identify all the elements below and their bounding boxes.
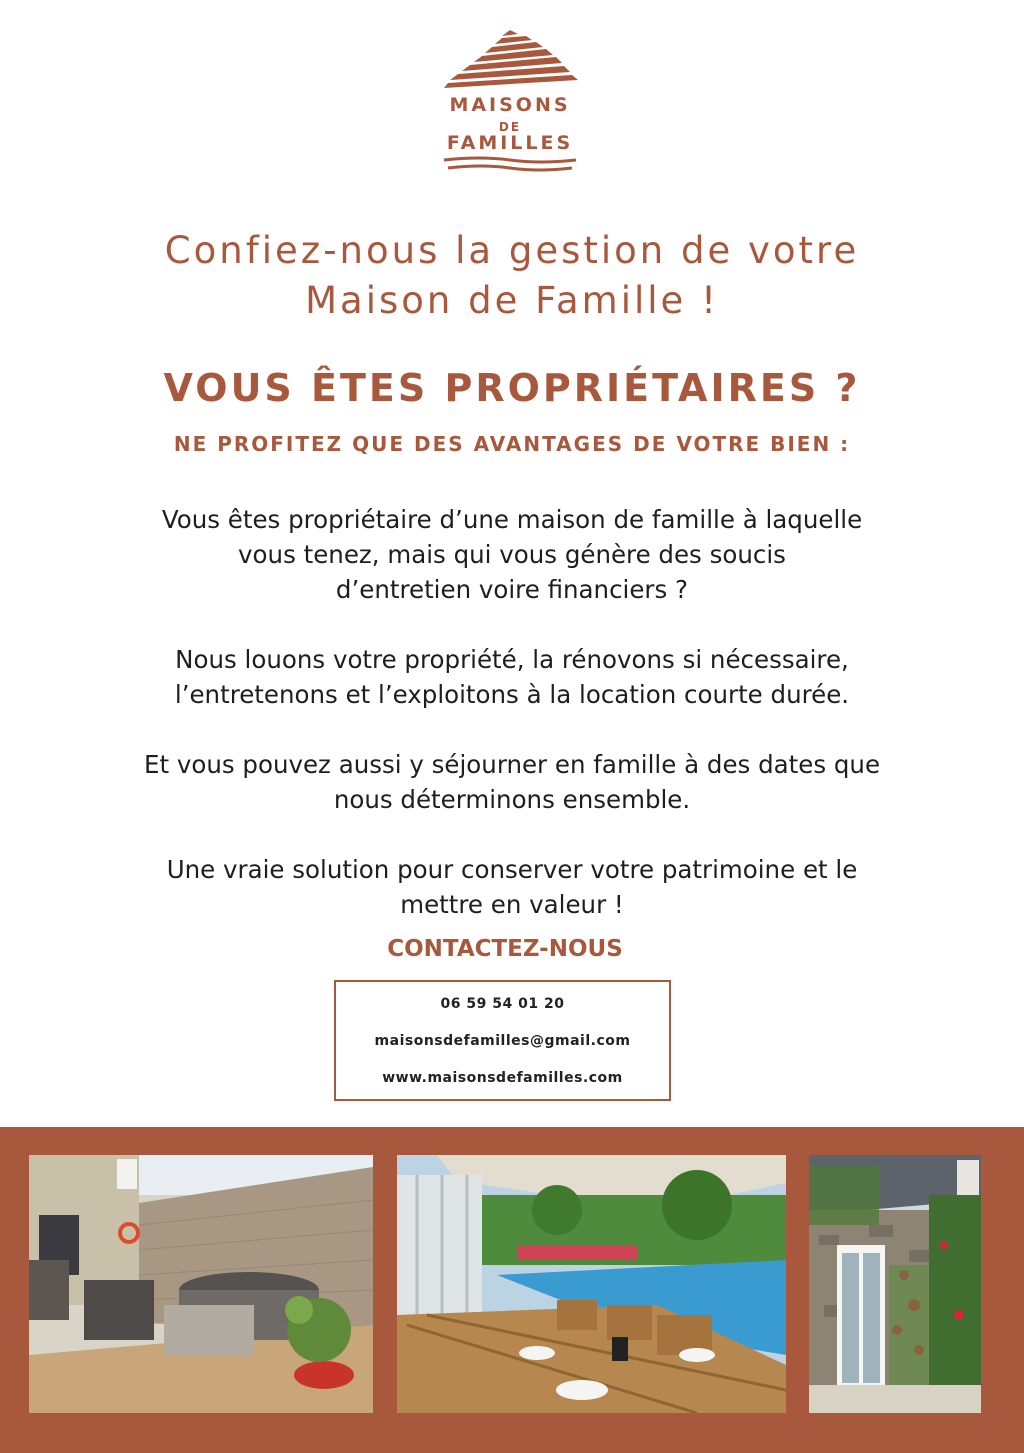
headline: VOUS ÊTES PROPRIÉTAIRES ? xyxy=(163,366,861,410)
contact-title: CONTACTEZ-NOUS xyxy=(387,936,623,962)
paragraph-line: mettre en valeur ! xyxy=(400,890,624,919)
contact-email[interactable]: maisonsdefamilles@gmail.com xyxy=(374,1033,631,1049)
logo-underline-waves xyxy=(440,156,580,176)
logo-text-line3: FAMILLES xyxy=(446,132,574,154)
paragraph-solution xyxy=(40,852,984,922)
logo-text-line1: MAISONS xyxy=(449,94,571,116)
tagline-line2: Maison de Famille ! xyxy=(305,279,719,322)
photo-facade-roses xyxy=(809,1155,981,1413)
brand-logo xyxy=(430,28,590,178)
photo-terrace xyxy=(29,1155,373,1413)
subheadline: NE PROFITEZ QUE DES AVANTAGES DE VOTRE BIEN : xyxy=(173,432,851,456)
contact-phone[interactable]: 06 59 54 01 20 xyxy=(440,996,565,1012)
tagline-line1: Confiez-nous la gestion de votre xyxy=(164,229,860,272)
logo-text-line2: DE xyxy=(498,120,522,134)
paragraph-line: l’entretenons et l’exploitons à la location courte durée. xyxy=(174,680,850,709)
paragraph-line: d’entretien voire financiers ? xyxy=(335,575,689,604)
paragraph-intro xyxy=(40,502,984,607)
contact-website[interactable]: www.maisonsdefamilles.com xyxy=(382,1070,623,1086)
tagline xyxy=(0,226,1024,326)
paragraph-line: vous tenez, mais qui vous génère des soucis xyxy=(238,540,786,569)
roof-stripes-icon xyxy=(440,28,580,90)
paragraph-line: Nous louons votre propriété, la rénovons si nécessaire, xyxy=(175,645,849,674)
paragraph-line: nous déterminons ensemble. xyxy=(333,785,691,814)
paragraph-line: Une vraie solution pour conserver votre patrimoine et le xyxy=(166,855,858,884)
paragraph-service xyxy=(40,642,984,712)
paragraph-line: Vous êtes propriétaire d’une maison de famille à laquelle xyxy=(161,505,863,534)
paragraph-line: Et vous pouvez aussi y séjourner en famille à des dates que xyxy=(143,750,881,779)
photo-pool-dining xyxy=(397,1155,786,1413)
contact-box xyxy=(334,980,671,1101)
paragraph-stay xyxy=(40,747,984,817)
